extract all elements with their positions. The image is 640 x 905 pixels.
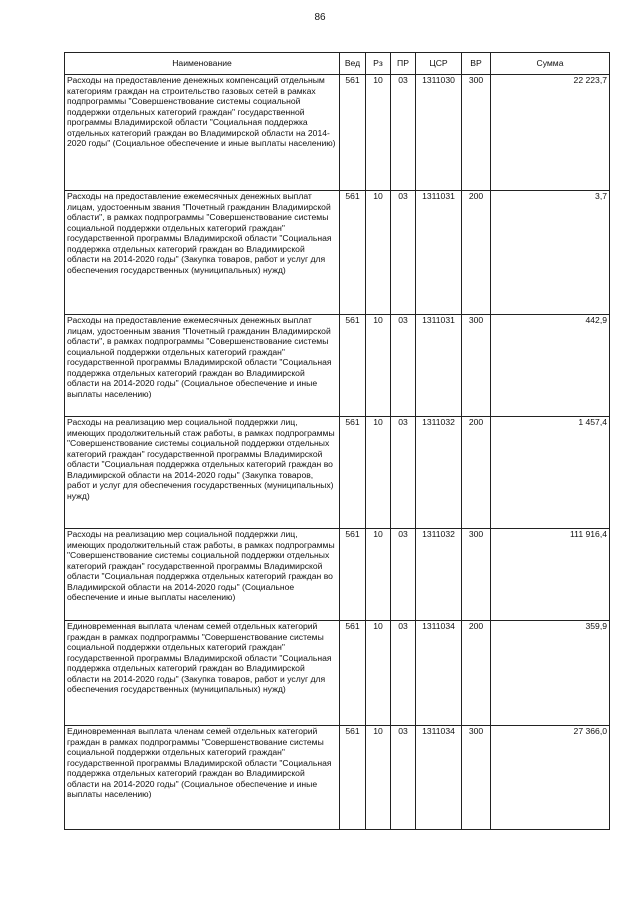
row-rz: 10 — [366, 621, 391, 726]
row-name: Расходы на реализацию мер социальной поддержки лиц, имеющих продолжительный стаж работы, в рамках подпрограммы "Совершенствование системы социальной поддержки отдельных категорий граждан" государственной программы Владимирской области "Социальная поддержка отдельных категорий граждан во Владимирской области на 2014-2020 годы" (Закупка товаров, работ и услуг для обеспечения государственных (муниципальных) нужд) — [65, 417, 340, 529]
row-sum: 1 457,4 — [491, 417, 610, 529]
row-rz: 10 — [366, 191, 391, 315]
row-rz: 10 — [366, 417, 391, 529]
header-vr: ВР — [462, 53, 491, 75]
row-sum: 3,7 — [491, 191, 610, 315]
row-csr: 1311034 — [416, 726, 462, 830]
header-sum: Сумма — [491, 53, 610, 75]
row-ved: 561 — [340, 191, 366, 315]
row-ved: 561 — [340, 621, 366, 726]
row-pr: 03 — [391, 621, 416, 726]
row-vr: 200 — [462, 191, 491, 315]
row-csr: 1311030 — [416, 75, 462, 191]
table-row — [65, 529, 610, 621]
row-sum: 111 916,4 — [491, 529, 610, 621]
header-rz: Рз — [366, 53, 391, 75]
row-ved: 561 — [340, 529, 366, 621]
row-vr: 300 — [462, 726, 491, 830]
row-sum: 359,9 — [491, 621, 610, 726]
row-csr: 1311032 — [416, 529, 462, 621]
row-pr: 03 — [391, 417, 416, 529]
row-rz: 10 — [366, 529, 391, 621]
row-name: Единовременная выплата членам семей отдельных категорий граждан в рамках подпрограммы "Совершенствование системы социальной поддержки отдельных категорий граждан" государственной программы Владимирской области "Социальная поддержка отдельных категорий граждан во Владимирской области на 2014-2020 годы" (Закупка товаров, работ и услуг для обеспечения государственных (муниципальных) нужд) — [65, 621, 340, 726]
header-ved: Вед — [340, 53, 366, 75]
row-sum: 27 366,0 — [491, 726, 610, 830]
row-vr: 300 — [462, 75, 491, 191]
row-pr: 03 — [391, 726, 416, 830]
header-csr: ЦСР — [416, 53, 462, 75]
row-pr: 03 — [391, 529, 416, 621]
table-row — [65, 417, 610, 529]
row-name: Расходы на предоставление ежемесячных денежных выплат лицам, удостоенным звания "Почетный гражданин Владимирской области", в рамках подпрограммы "Совершенствование системы социальной поддержки отдельных категорий граждан" государственной программы Владимирской области "Социальная поддержка отдельных категорий граждан во Владимирской области на 2014-2020 годы" (Закупка товаров, работ и услуг для обеспечения государственных (муниципальных) нужд) — [65, 191, 340, 315]
row-name: Расходы на предоставление ежемесячных денежных выплат лицам, удостоенным звания "Почетный гражданин Владимирской области", в рамках подпрограммы "Совершенствование системы социальной поддержки отдельных категорий граждан" государственной программы Владимирской области "Социальная поддержка отдельных категорий граждан во Владимирской области на 2014-2020 годы" (Социальное обеспечение и иные выплаты населению) — [65, 315, 340, 417]
row-vr: 300 — [462, 529, 491, 621]
row-pr: 03 — [391, 315, 416, 417]
row-vr: 300 — [462, 315, 491, 417]
table-row — [65, 621, 610, 726]
row-rz: 10 — [366, 315, 391, 417]
table-row — [65, 315, 610, 417]
row-csr: 1311034 — [416, 621, 462, 726]
row-csr: 1311032 — [416, 417, 462, 529]
row-ved: 561 — [340, 417, 366, 529]
table-row — [65, 191, 610, 315]
header-row — [65, 53, 610, 75]
row-rz: 10 — [366, 75, 391, 191]
row-csr: 1311031 — [416, 315, 462, 417]
row-vr: 200 — [462, 621, 491, 726]
header-name: Наименование — [65, 53, 340, 75]
table-row — [65, 726, 610, 830]
row-pr: 03 — [391, 75, 416, 191]
row-ved: 561 — [340, 315, 366, 417]
row-pr: 03 — [391, 191, 416, 315]
row-rz: 10 — [366, 726, 391, 830]
row-sum: 442,9 — [491, 315, 610, 417]
table-row — [65, 75, 610, 191]
header-pr: ПР — [391, 53, 416, 75]
row-name: Расходы на реализацию мер социальной поддержки лиц, имеющих продолжительный стаж работы, в рамках подпрограммы "Совершенствование системы социальной поддержки отдельных категорий граждан" государственной программы Владимирской области "Социальная поддержка отдельных категорий граждан во Владимирской области на 2014-2020 годы" (Социальное обеспечение и иные выплаты населению) — [65, 529, 340, 621]
row-name: Расходы на предоставление денежных компенсаций отдельным категориям граждан на строительство газовых сетей в рамках подпрограммы "Совершенствование системы социальной поддержки отдельных категорий граждан" государственной программы Владимирской области "Социальная поддержка отдельных категорий граждан во Владимирской области на 2014-2020 годы" (Социальное обеспечение и иные выплаты населению) — [65, 75, 340, 191]
page-number: 86 — [314, 12, 326, 23]
row-csr: 1311031 — [416, 191, 462, 315]
row-name: Единовременная выплата членам семей отдельных категорий граждан в рамках подпрограммы "Совершенствование системы социальной поддержки отдельных категорий граждан" государственной программы Владимирской области "Социальная поддержка отдельных категорий граждан во Владимирской области на 2014-2020 годы" (Социальное обеспечение и иные выплаты населению) — [65, 726, 340, 830]
row-vr: 200 — [462, 417, 491, 529]
row-ved: 561 — [340, 75, 366, 191]
row-sum: 22 223,7 — [491, 75, 610, 191]
budget-table — [64, 52, 610, 830]
row-ved: 561 — [340, 726, 366, 830]
